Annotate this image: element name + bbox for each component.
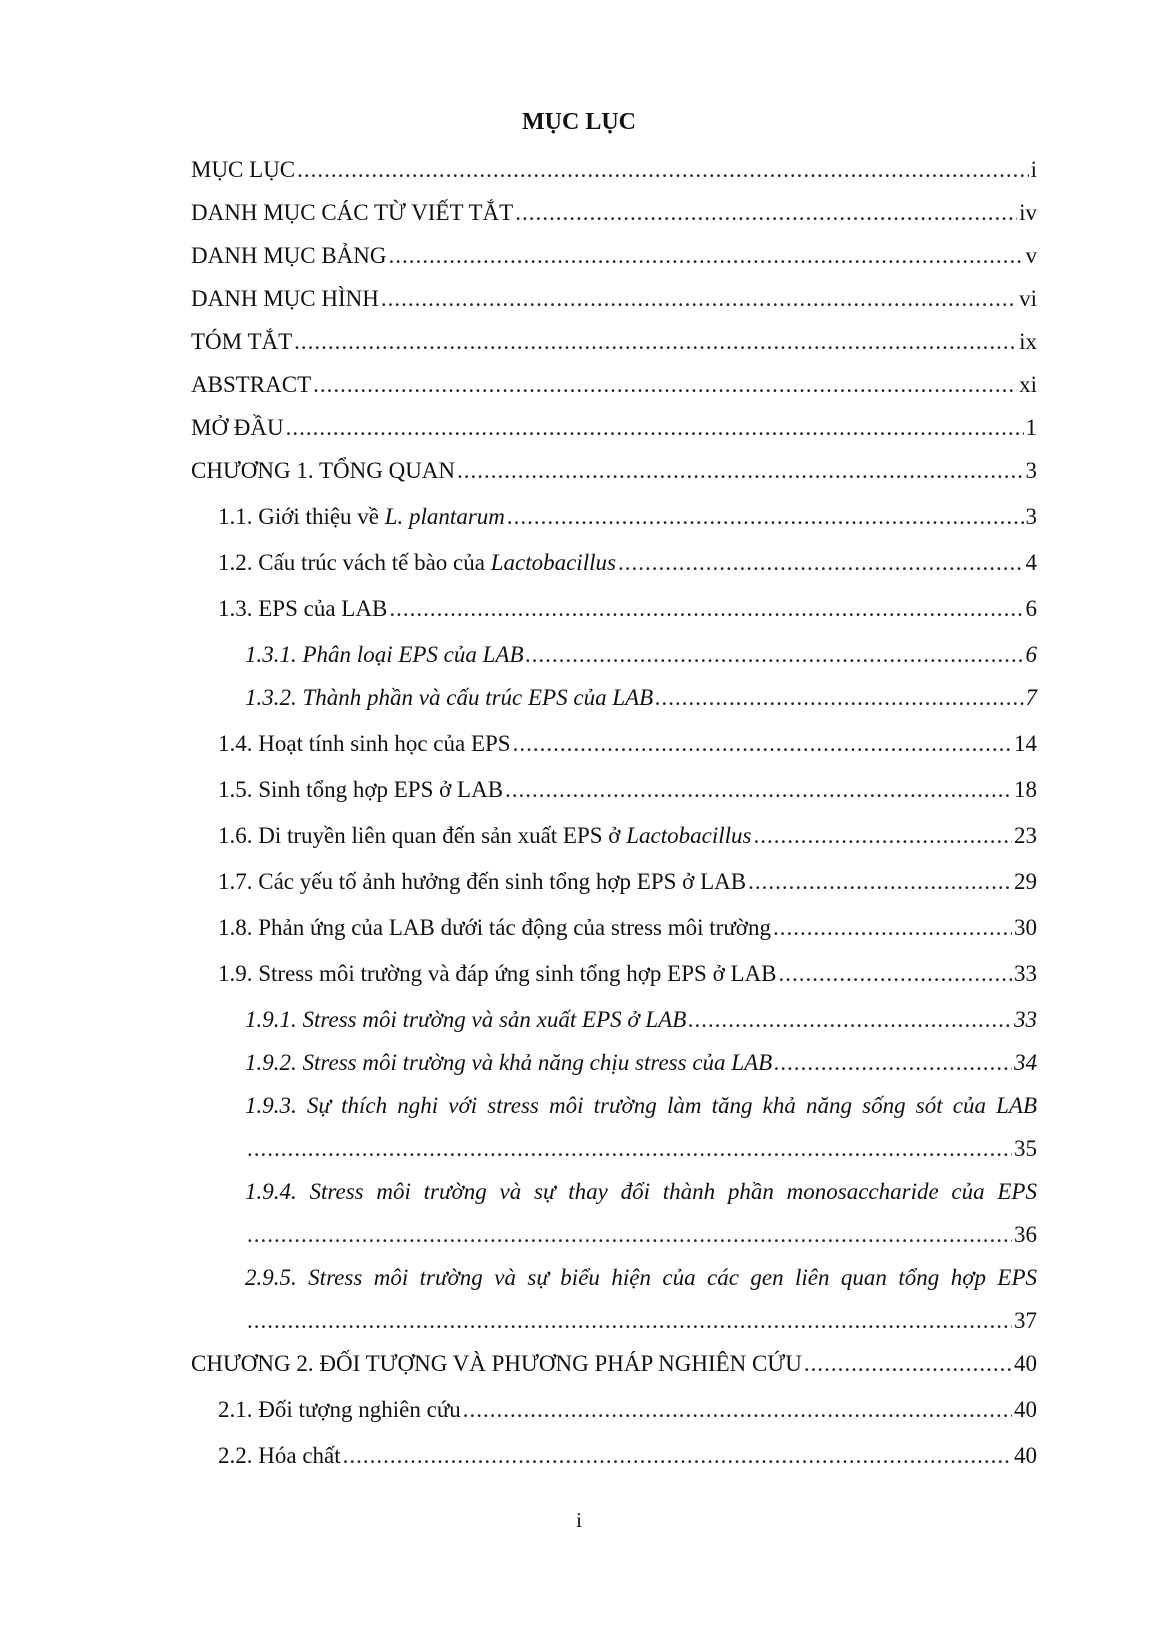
toc-entry-page: 37: [1014, 1308, 1037, 1333]
toc-entry-page: 35: [1014, 1136, 1037, 1161]
toc-entry-label: 1.3.1. Phân loại EPS của LAB: [245, 642, 524, 667]
toc-entry-page: iv: [1019, 200, 1037, 225]
toc-entry-label: TÓM TẮT: [191, 329, 293, 354]
toc-entry[interactable]: [218, 822, 1037, 850]
dot-leader: [286, 414, 1024, 442]
dot-leader: [389, 595, 1023, 623]
dot-leader: [773, 914, 1012, 942]
toc-entry-continuation[interactable]: [245, 1221, 1037, 1249]
toc-entry[interactable]: [191, 457, 1037, 485]
toc-entry-label: CHƯƠNG 1. TỔNG QUAN: [191, 458, 456, 483]
toc-entry[interactable]: [218, 868, 1037, 896]
toc-entry-label: MỤC LỤC: [191, 157, 296, 182]
toc-entry-label: 1.3.2. Thành phần và cấu trúc EPS của LAB: [245, 685, 654, 710]
dot-leader: [505, 776, 1012, 804]
toc-entry-page: 6: [1025, 596, 1037, 621]
toc-entry[interactable]: [191, 328, 1037, 356]
dot-leader: [778, 960, 1012, 988]
toc-entry[interactable]: [218, 549, 1037, 577]
toc-entry-label: 1.9.1. Stress môi trường và sản xuất EPS ở LAB: [245, 1007, 687, 1032]
toc-entry[interactable]: [191, 199, 1037, 227]
toc-entry-label: CHƯƠNG 2. ĐỐI TƯỢNG VÀ PHƯƠNG PHÁP NGHIÊN CỨU: [191, 1351, 802, 1376]
toc-entry-continuation[interactable]: [245, 1135, 1037, 1163]
dot-leader: [247, 1135, 1012, 1163]
toc-entry-page: 6: [1025, 642, 1037, 667]
dot-leader: [247, 1307, 1012, 1335]
dot-leader: [655, 684, 1023, 712]
toc-entry[interactable]: [191, 242, 1037, 270]
toc-entry[interactable]: [245, 641, 1037, 669]
toc-entry-label: 1.7. Các yếu tố ảnh hưởng đến sinh tổng hợp EPS ở LAB: [218, 869, 747, 894]
dot-leader: [748, 868, 1012, 896]
toc-entry-page: 30: [1014, 915, 1037, 940]
toc-entry-label: 1.2. Cấu trúc vách tế bào của Lactobacillus: [218, 550, 616, 575]
toc-entry-label: 1.4. Hoạt tính sinh học của EPS: [218, 731, 511, 756]
toc-entry[interactable]: [245, 684, 1037, 712]
toc-entry-page: 23: [1014, 823, 1037, 848]
dot-leader: [297, 156, 1028, 184]
toc-entry-page: 29: [1014, 869, 1037, 894]
toc-entry-page: vi: [1019, 286, 1037, 311]
toc-entry-page: 7: [1025, 685, 1037, 710]
toc-entry-label: MỞ ĐẦU: [191, 415, 284, 440]
toc-entry-continuation[interactable]: [245, 1307, 1037, 1335]
toc-entry-label: 1.1. Giới thiệu về L. plantarum: [218, 504, 505, 529]
dot-leader: [343, 1442, 1012, 1470]
toc-entry-page: 3: [1025, 458, 1037, 483]
toc-entry-label: DANH MỤC BẢNG: [191, 243, 387, 268]
toc-entry[interactable]: [218, 960, 1037, 988]
toc-entry-label: 1.8. Phản ứng của LAB dưới tác động của stress môi trường: [218, 915, 771, 940]
toc-entry-page: 33: [1014, 961, 1037, 986]
toc-entry-label: 1.9.2. Stress môi trường và khả năng chịu stress của LAB: [245, 1050, 773, 1075]
toc-entry[interactable]: [218, 1396, 1037, 1424]
toc-entry-page: 40: [1014, 1443, 1037, 1468]
toc-entry-multiline-label[interactable]: 1.9.4. Stress môi trường và sự thay đổi thành phần monosaccharide của EPS: [245, 1179, 1037, 1204]
toc-entry[interactable]: [218, 1442, 1037, 1470]
dot-leader: [753, 822, 1012, 850]
toc-entry[interactable]: [218, 595, 1037, 623]
toc-entry-label: 1.6. Di truyền liên quan đến sản xuất EPS ở Lactobacillus: [218, 823, 752, 848]
toc-entry[interactable]: [245, 1006, 1037, 1034]
toc-entry-page: ix: [1019, 329, 1037, 354]
dot-leader: [247, 1221, 1012, 1249]
toc-entry[interactable]: [191, 1350, 1037, 1378]
toc-entry[interactable]: [245, 1049, 1037, 1077]
toc-entry-page: 33: [1014, 1007, 1037, 1032]
toc-entry-label: 1.3. EPS của LAB: [218, 596, 388, 621]
toc-entry[interactable]: [218, 776, 1037, 804]
toc-entry-page: 18: [1014, 777, 1037, 802]
dot-leader: [513, 730, 1012, 758]
toc-entry[interactable]: [191, 414, 1037, 442]
dot-leader: [381, 285, 1017, 313]
toc-entry-label: DANH MỤC CÁC TỪ VIẾT TẮT: [191, 200, 514, 225]
toc-entry[interactable]: [218, 503, 1037, 531]
toc-entry-label: 2.1. Đối tượng nghiên cứu: [218, 1397, 461, 1422]
toc-entry[interactable]: [218, 730, 1037, 758]
toc-entry-page: 3: [1025, 504, 1037, 529]
dot-leader: [774, 1049, 1012, 1077]
dot-leader: [804, 1350, 1012, 1378]
dot-leader: [688, 1006, 1012, 1034]
dot-leader: [457, 457, 1023, 485]
toc-entry-page: 40: [1014, 1351, 1037, 1376]
toc-entry-page: 40: [1014, 1397, 1037, 1422]
toc-entry-page: 34: [1014, 1050, 1037, 1075]
toc-entry-multiline-label[interactable]: 1.9.3. Sự thích nghi với stress môi trường làm tăng khả năng sống sót của LAB: [245, 1093, 1037, 1118]
toc-entry-label: 2.2. Hóa chất: [218, 1443, 341, 1468]
toc-entry-page: xi: [1019, 372, 1037, 397]
dot-leader: [507, 503, 1024, 531]
page-number: i: [576, 1508, 582, 1532]
toc-entry-label: DANH MỤC HÌNH: [191, 286, 379, 311]
toc-entry-label: ABSTRACT: [191, 372, 312, 397]
toc-entry[interactable]: [191, 371, 1037, 399]
toc-entry-page: i: [1030, 157, 1037, 182]
toc-entry[interactable]: [191, 285, 1037, 313]
dot-leader: [463, 1396, 1012, 1424]
dot-leader: [526, 641, 1024, 669]
dot-leader: [313, 371, 1017, 399]
dot-leader: [389, 242, 1024, 270]
toc-entry-page: 4: [1025, 550, 1037, 575]
toc-entry-label: 1.5. Sinh tổng hợp EPS ở LAB: [218, 777, 504, 802]
dot-leader: [618, 549, 1024, 577]
dot-leader: [294, 328, 1017, 356]
toc-entry-label: 1.9. Stress môi trường và đáp ứng sinh tổng hợp EPS ở LAB: [218, 961, 777, 986]
dot-leader: [515, 199, 1017, 227]
toc-entry[interactable]: [218, 914, 1037, 942]
toc-entry-page: 1: [1025, 415, 1037, 440]
toc-entry-page: 14: [1014, 731, 1037, 756]
toc-entry[interactable]: [191, 156, 1037, 184]
toc-entry-page: v: [1025, 243, 1037, 268]
page-title: MỤC LỤC: [522, 109, 636, 135]
toc-entry-multiline-label[interactable]: 2.9.5. Stress môi trường và sự biểu hiện của các gen liên quan tổng hợp EPS: [245, 1265, 1037, 1290]
toc-entry-page: 36: [1014, 1222, 1037, 1247]
